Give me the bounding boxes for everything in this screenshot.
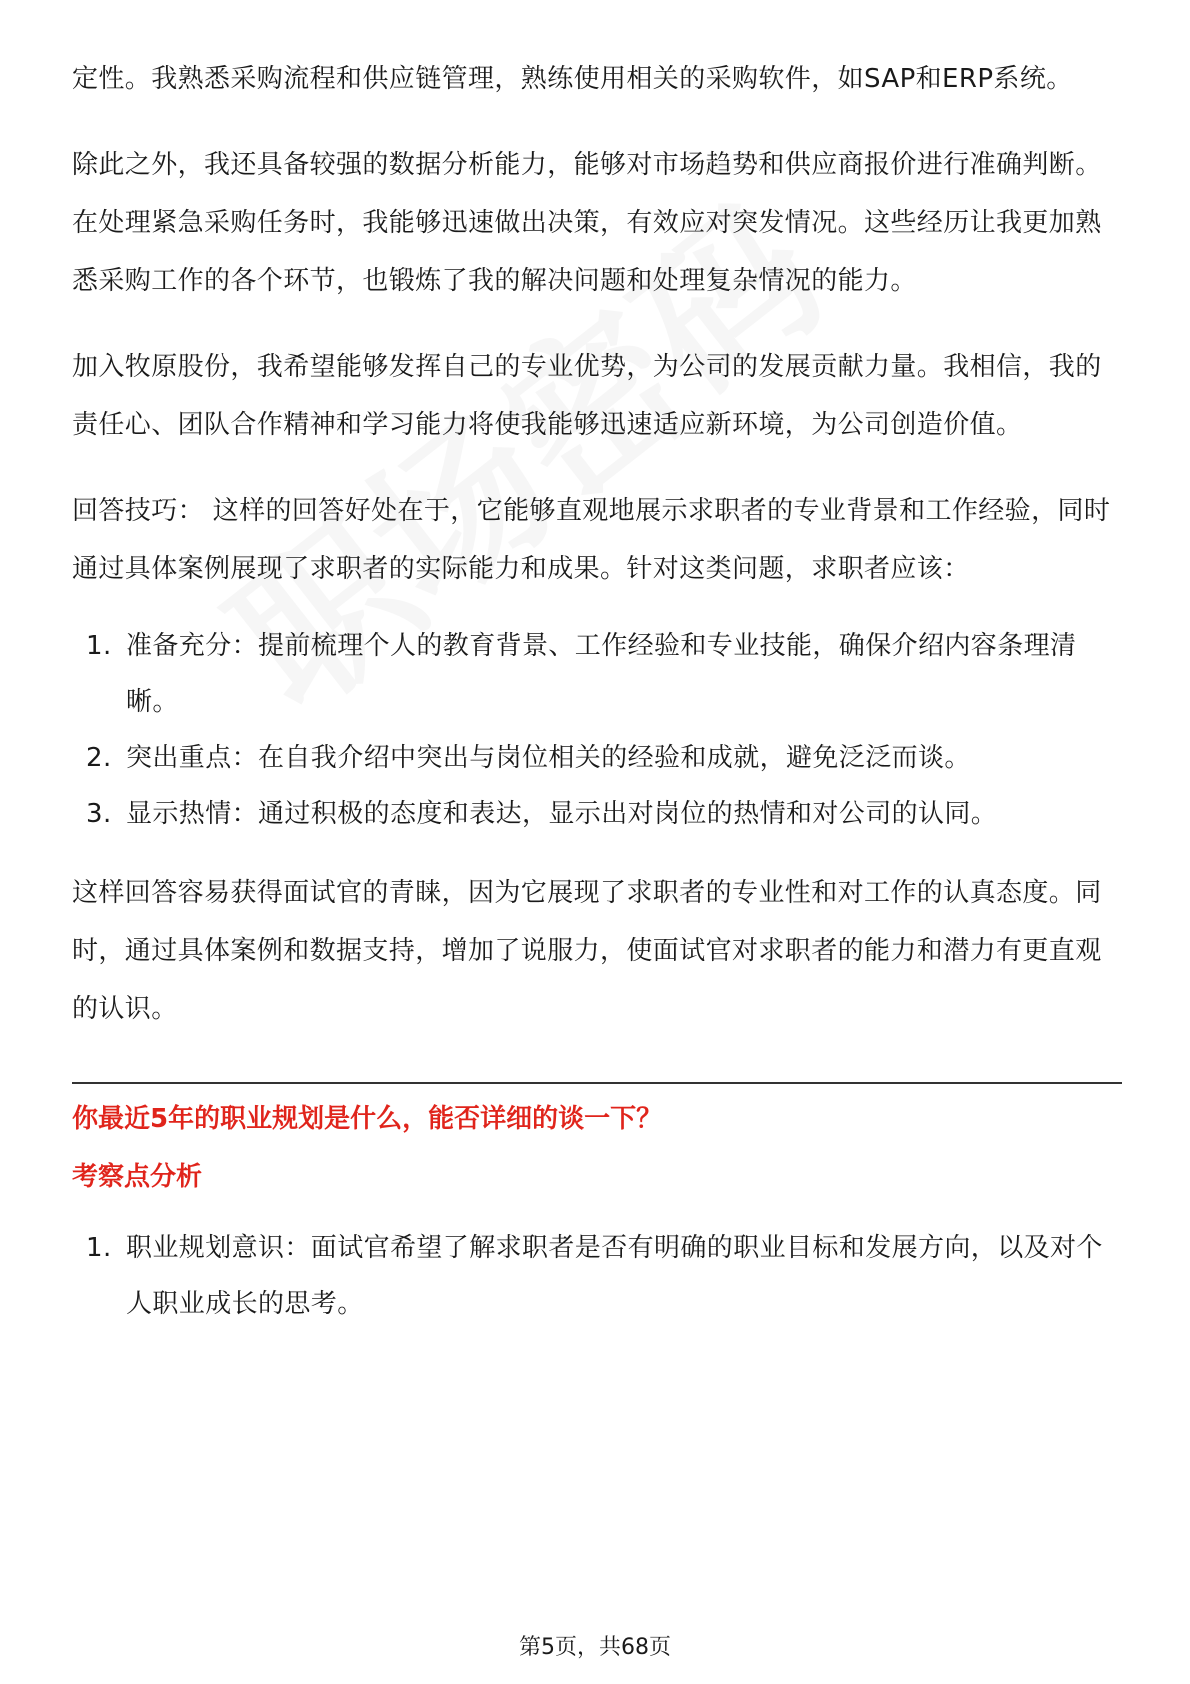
list-item-text: 显示热情：通过积极的态度和表达，显示出对岗位的热情和对公司的认同。 — [126, 799, 998, 829]
list-item — [72, 1220, 1122, 1332]
list-number: 2. — [86, 743, 112, 773]
analysis-list — [72, 1220, 1122, 1332]
closing-paragraph: 这样回答容易获得面试官的青睐，因为它展现了求职者的专业性和对工作的认真态度。同时，通过具体案例和数据支持，增加了说服力，使面试官对求职者的能力和潜力有更直观的认识。 — [72, 878, 1102, 1024]
paragraph-1: 定性。我熟悉采购流程和供应链管理，熟练使用相关的采购软件，如SAP和ERP系统。 — [72, 64, 1073, 94]
paragraph-3: 加入牧原股份，我希望能够发挥自己的专业优势，为公司的发展贡献力量。我相信，我的责任心、团队合作精神和学习能力将使我能够迅速适应新环境，为公司创造价值。 — [72, 352, 1102, 440]
list-item — [72, 786, 1122, 842]
list-number: 1. — [86, 631, 112, 661]
paragraph-2: 除此之外，我还具备较强的数据分析能力，能够对市场趋势和供应商报价进行准确判断。在处理紧急采购任务时，我能够迅速做出决策，有效应对突发情况。这些经历让我更加熟悉采购工作的各个环节，也锻炼了我的解决问题和处理复杂情况的能力。 — [72, 150, 1102, 296]
tips-list — [72, 618, 1122, 842]
answer-tips-paragraph: 回答技巧： 这样的回答好处在于，它能够直观地展示求职者的专业背景和工作经验，同时通过具体案例展现了求职者的实际能力和成果。针对这类问题，求职者应该： — [72, 496, 1111, 584]
list-item — [72, 730, 1122, 786]
list-item-text: 职业规划意识：面试官希望了解求职者是否有明确的职业目标和发展方向，以及对个人职业成长的思考。 — [126, 1233, 1103, 1319]
document-page — [72, 50, 1122, 1332]
question-title: 你最近5年的职业规划是什么，能否详细的谈一下？ — [72, 1104, 663, 1134]
list-number: 3. — [86, 799, 112, 829]
list-number: 1. — [86, 1233, 112, 1263]
section-divider — [72, 1082, 1122, 1084]
list-item — [72, 618, 1122, 730]
question-subtitle: 考察点分析 — [72, 1162, 203, 1192]
list-item-text: 准备充分：提前梳理个人的教育背景、工作经验和专业技能，确保介绍内容条理清晰。 — [126, 631, 1077, 717]
page-footer: 第5页，共68页 — [519, 1635, 671, 1660]
list-item-text: 突出重点：在自我介绍中突出与岗位相关的经验和成就，避免泛泛而谈。 — [126, 743, 971, 773]
